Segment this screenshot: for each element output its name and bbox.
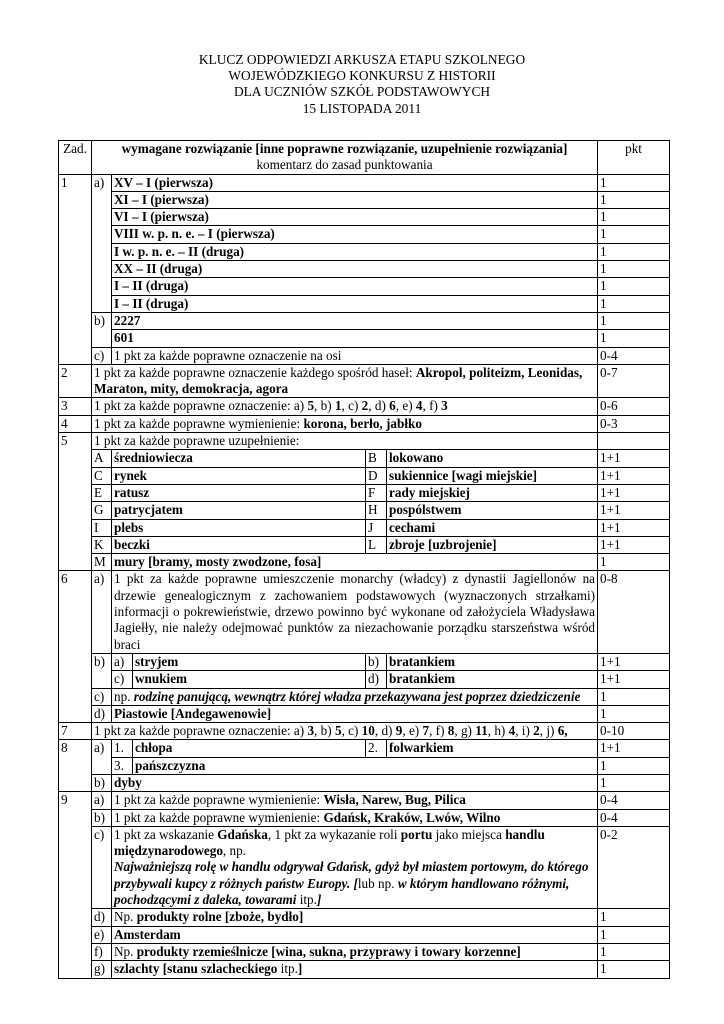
answer-key-table <box>58 140 670 979</box>
subtask-label: d) <box>92 705 112 722</box>
points-cell: 1 <box>598 926 670 943</box>
answer-cell: Np. produkty rzemieślnicze [wina, sukna, przyprawy i towary korzenne] <box>112 943 598 960</box>
table-row <box>59 433 670 450</box>
answer-cell: XX – II (druga) <box>112 261 598 278</box>
gap-label: G <box>92 502 112 519</box>
points-cell: 1 <box>598 191 670 208</box>
table-row <box>59 226 670 243</box>
gap-label: F <box>366 484 387 501</box>
answer-cell: I – II (druga) <box>112 295 598 312</box>
table-row <box>59 261 670 278</box>
answer-cell: szlachty [stanu szlacheckiego itp.] <box>112 961 598 978</box>
points-cell: 1+1 <box>598 740 670 757</box>
gap-label: H <box>366 502 387 519</box>
points-cell: 1+1 <box>598 653 670 670</box>
gap-label: L <box>366 536 387 553</box>
task-number: 7 <box>59 723 92 740</box>
subtask-label: a) <box>92 174 112 312</box>
table-row <box>59 723 670 740</box>
points-cell: 0-4 <box>598 792 670 809</box>
table-row <box>59 536 670 553</box>
answer-cell: bratankiem <box>387 671 598 688</box>
points-cell <box>598 433 670 450</box>
table-row <box>59 671 670 688</box>
title-line-3: DLA UCZNIÓW SZKÓŁ PODSTAWOWYCH <box>233 84 491 100</box>
gap-label: 3. <box>112 757 133 774</box>
task-7-part: , e) <box>402 723 423 739</box>
table-row <box>59 774 670 791</box>
table-row <box>59 278 670 295</box>
answer-cell: ratusz <box>112 484 366 501</box>
gap-label: b) <box>366 653 387 670</box>
task-number: 2 <box>59 364 92 398</box>
points-cell: 1 <box>598 774 670 791</box>
task-7-part: 10 <box>361 723 375 739</box>
table-row <box>59 653 670 670</box>
table-row <box>59 347 670 364</box>
points-cell: 0-3 <box>598 415 670 432</box>
header-zad: Zad. <box>59 141 92 175</box>
task-7-part: 9 <box>395 723 403 739</box>
subtask-label: b) <box>92 312 112 347</box>
title-line-4: 15 LISTOPADA 2011 <box>302 100 422 116</box>
points-cell: 1 <box>598 705 670 722</box>
points-cell: 1 <box>598 278 670 295</box>
table-row <box>59 209 670 226</box>
answer-cell: 1 pkt za wskazanie Gdańska, 1 pkt za wykazanie roli portu jako miejsca handlu międzynarodowego, np. Najważniejszą rolę w handlu odgrywał Gdańsk, gdyż był miastem portowym, do którego przybywali kupcy z różnych państw Europy. [lub np. w którym handlowano różnymi, pochodzącymi z daleka, towarami itp.] <box>112 826 598 908</box>
task-7-part: 7 <box>422 723 430 739</box>
gap-label: A <box>92 450 112 467</box>
answer-cell: stryjem <box>133 653 366 670</box>
points-cell: 1 <box>598 261 670 278</box>
document-title <box>0 52 724 117</box>
points-cell: 0-2 <box>598 826 670 908</box>
points-cell: 1 <box>598 757 670 774</box>
task-7-part: 8 <box>447 723 455 739</box>
title-line-1: KLUCZ ODPOWIEDZI ARKUSZA ETAPU SZKOLNEGO <box>198 52 526 67</box>
subtask-label: c) <box>92 347 112 364</box>
answer-cell: I w. p. n. e. – II (druga) <box>112 243 598 260</box>
table-row <box>59 926 670 943</box>
answer-cell: 1 pkt za każde poprawne umieszczenie monarchy (władcy) z dynastii Jagiellonów na drzewie genealogicznym z zachowaniem podstawowych (wyznaczonych strzałkami) informacji o pokrewieństwie, drzewo powinno być wykonane od założyciela Władysława Jagiełły, nie należy odejmować punktów za niezachowanie porządku starszeństwa wśród braci <box>112 571 598 653</box>
gap-label: M <box>92 554 112 571</box>
gap-label: E <box>92 484 112 501</box>
table-row <box>59 174 670 191</box>
task-7-part: 3 <box>307 723 315 739</box>
answer-cell: beczki <box>112 536 366 553</box>
gap-label: J <box>366 519 387 536</box>
table-row <box>59 502 670 519</box>
points-cell: 1 <box>598 312 670 329</box>
table-row <box>59 243 670 260</box>
points-cell: 1 <box>598 909 670 926</box>
answer-cell: lokowano <box>387 450 598 467</box>
answer-cell: wnukiem <box>133 671 366 688</box>
table-row <box>59 191 670 208</box>
answer-cell: 601 <box>112 330 598 347</box>
points-cell: 1+1 <box>598 502 670 519</box>
task-number: 6 <box>59 571 92 723</box>
header-main: wymagane rozwiązanie [inne poprawne rozwiązanie, uzupełnienie rozwiązania] komentarz do zasad punktowania <box>92 141 598 175</box>
answer-cell: XV – I (pierwsza) <box>112 174 598 191</box>
answer-cell: średniowiecza <box>112 450 366 467</box>
points-cell: 1+1 <box>598 536 670 553</box>
answer-cell: 1 pkt za każde poprawne wymienienie: Gdańsk, Kraków, Lwów, Wilno <box>112 809 598 826</box>
answer-cell: VIII w. p. n. e. – I (pierwsza) <box>112 226 598 243</box>
task-7-part: , f) <box>429 723 448 739</box>
answer-cell: bratankiem <box>387 653 598 670</box>
subtask-label: a) <box>92 792 112 809</box>
table-row <box>59 295 670 312</box>
answer-cell: 1 pkt za każde poprawne wymienienie: Wisła, Narew, Bug, Pilica <box>112 792 598 809</box>
answer-cell: 1 pkt za każde poprawne oznaczenie każdego spośród haseł: Akropol, politeizm, Leonidas, Maraton, mity, demokracja, agora <box>92 364 598 398</box>
answer-cell: 2227 <box>112 312 598 329</box>
gap-label: c) <box>112 671 133 688</box>
points-cell: 1+1 <box>598 450 670 467</box>
task-7-answer <box>94 723 568 738</box>
points-cell: 0-4 <box>598 809 670 826</box>
task-number: 1 <box>59 174 92 364</box>
table-row <box>59 312 670 329</box>
task-7-part: , h) <box>487 723 509 739</box>
task-7-part: 1 pkt za każde poprawne oznaczenie: a) <box>94 723 308 739</box>
answer-cell: cechami <box>387 519 598 536</box>
table-row <box>59 519 670 536</box>
points-cell: 1 <box>598 688 670 705</box>
task-7-part: , g) <box>454 723 476 739</box>
answer-cell: I – II (druga) <box>112 278 598 295</box>
table-row <box>59 961 670 978</box>
table-row <box>59 554 670 571</box>
answer-cell: 1 pkt za każde poprawne uzupełnienie: <box>92 433 598 450</box>
title-line-2: WOJEWÓDZKIEGO KONKURSU Z HISTORII <box>228 68 496 84</box>
table-row <box>59 757 670 774</box>
answer-cell: XI – I (pierwsza) <box>112 191 598 208</box>
task-number: 3 <box>59 398 92 415</box>
points-cell: 1 <box>598 961 670 978</box>
subtask-label: b) <box>92 809 112 826</box>
gap-label: D <box>366 467 387 484</box>
table-row <box>59 364 670 398</box>
answer-cell: Amsterdam <box>112 926 598 943</box>
table-row <box>59 450 670 467</box>
answer-cell: mury [bramy, mosty zwodzone, fosa] <box>112 554 598 571</box>
subtask-label: c) <box>92 826 112 908</box>
table-row <box>59 705 670 722</box>
gap-label: B <box>366 450 387 467</box>
task-7-part: 5 <box>334 723 342 739</box>
points-cell: 1 <box>598 295 670 312</box>
subtask-label: a) <box>92 740 112 775</box>
points-cell: 0-6 <box>598 398 670 415</box>
subtask-label: f) <box>92 943 112 960</box>
subtask-label: b) <box>92 653 112 688</box>
gap-label: 2. <box>366 740 387 757</box>
answer-cell: patrycjatem <box>112 502 366 519</box>
table-row <box>59 909 670 926</box>
subtask-label: c) <box>92 688 112 705</box>
table-row <box>59 484 670 501</box>
table-row <box>59 415 670 432</box>
points-cell: 0-8 <box>598 571 670 653</box>
task-7-part: , i) <box>515 723 534 739</box>
task-7-part: 4 <box>508 723 516 739</box>
points-cell: 1 <box>598 330 670 347</box>
answer-cell: np. rodzinę panującą, wewnątrz której władza przekazywana jest poprzez dziedziczenie <box>112 688 598 705</box>
table-row <box>59 826 670 908</box>
answer-cell: 1 pkt za każde poprawne oznaczenie: a) 5, b) 1, c) 2, d) 6, e) 4, f) 3 <box>92 398 598 415</box>
answer-cell: 1 pkt za każde poprawne wymienienie: korona, berło, jabłko <box>92 415 598 432</box>
table-row <box>59 571 670 653</box>
points-cell: 1+1 <box>598 467 670 484</box>
table-row <box>59 688 670 705</box>
answer-cell <box>92 723 598 740</box>
points-cell: 1 <box>598 943 670 960</box>
task-7-part: , d) <box>374 723 396 739</box>
answer-cell: pańszczyzna <box>133 757 598 774</box>
answer-cell: chłopa <box>133 740 366 757</box>
answer-cell: plebs <box>112 519 366 536</box>
answer-cell: sukiennice [wagi miejskie] <box>387 467 598 484</box>
task-7-part: , b) <box>314 723 335 739</box>
answer-cell: Piastowie [Andegawenowie] <box>112 705 598 722</box>
task-7-part: , c) <box>341 723 362 739</box>
answer-cell: rynek <box>112 467 366 484</box>
points-cell: 1+1 <box>598 519 670 536</box>
subtask-label: b) <box>92 774 112 791</box>
table-row <box>59 330 670 347</box>
gap-label: K <box>92 536 112 553</box>
task-7-part: 6, <box>557 723 568 739</box>
gap-label: C <box>92 467 112 484</box>
answer-cell: dyby <box>112 774 598 791</box>
subtask-label: a) <box>92 571 112 653</box>
points-cell: 1 <box>598 226 670 243</box>
header-pkt: pkt <box>598 141 670 175</box>
points-cell: 0-4 <box>598 347 670 364</box>
answer-cell: pospólstwem <box>387 502 598 519</box>
task-7-part: 2 <box>533 723 540 739</box>
gap-label: I <box>92 519 112 536</box>
header-row <box>59 141 670 175</box>
points-cell: 1+1 <box>598 484 670 501</box>
task-number: 5 <box>59 433 92 571</box>
task-7-part: , j) <box>539 723 558 739</box>
gap-label: a) <box>112 653 133 670</box>
answer-cell: VI – I (pierwsza) <box>112 209 598 226</box>
table-row <box>59 740 670 757</box>
answer-cell: 1 pkt za każde poprawne oznaczenie na osi <box>112 347 598 364</box>
answer-cell: rady miejskiej <box>387 484 598 501</box>
points-cell: 1 <box>598 243 670 260</box>
table-row <box>59 467 670 484</box>
answer-cell: folwarkiem <box>387 740 598 757</box>
answer-cell: Np. produkty rolne [zboże, bydło] <box>112 909 598 926</box>
answer-cell: zbroje [uzbrojenie] <box>387 536 598 553</box>
table-row <box>59 792 670 809</box>
subtask-label: d) <box>92 909 112 926</box>
points-cell: 0-7 <box>598 364 670 398</box>
points-cell: 1 <box>598 554 670 571</box>
points-cell: 1 <box>598 209 670 226</box>
task-number: 9 <box>59 792 92 978</box>
subtask-label: e) <box>92 926 112 943</box>
table-row <box>59 943 670 960</box>
task-number: 8 <box>59 740 92 792</box>
points-cell: 1+1 <box>598 671 670 688</box>
subtask-label: g) <box>92 961 112 978</box>
table-row <box>59 809 670 826</box>
points-cell: 1 <box>598 174 670 191</box>
task-number: 4 <box>59 415 92 432</box>
gap-label: d) <box>366 671 387 688</box>
gap-label: 1. <box>112 740 133 757</box>
points-cell: 0-10 <box>598 723 670 740</box>
task-7-part: 11 <box>475 723 488 739</box>
table-row <box>59 398 670 415</box>
